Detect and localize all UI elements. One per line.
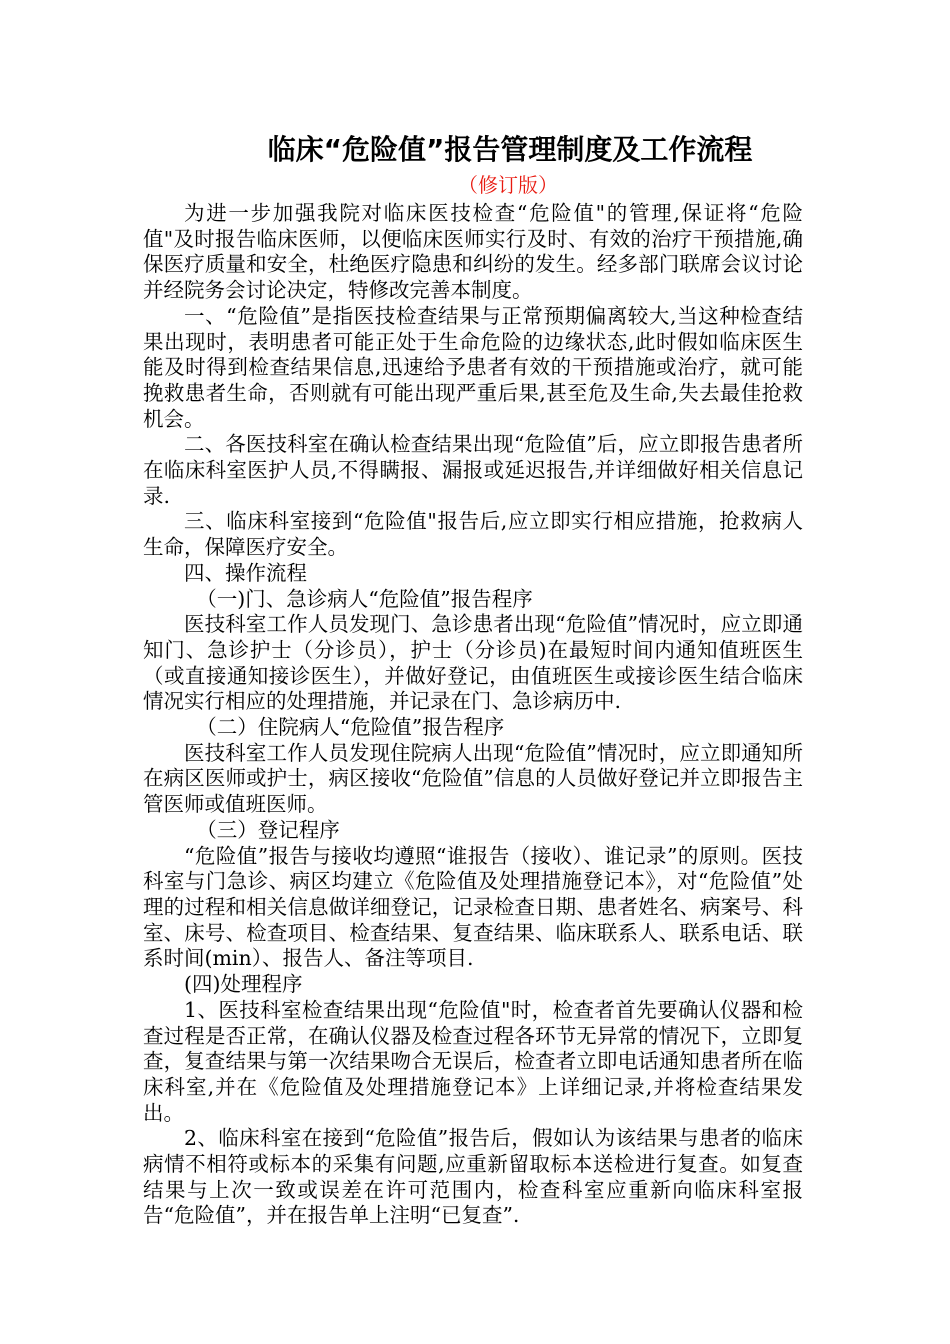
document-body [143, 201, 803, 1229]
heading-section-4: 四、操作流程 [184, 560, 307, 585]
document-subtitle: （修订版） [458, 173, 558, 197]
heading-inpatient-procedure: （二）住院病人“危险值”报告程序 [196, 715, 505, 740]
paragraph-inpatient-procedure: 医技科室工作人员发现住院病人出现“危险值”情况时，应立即通知所在病区医师或护士，病区接收“危险值”信息的人员做好登记并立即报告主管医师或值班医师。 [143, 740, 803, 817]
heading-registration-procedure: （三）登记程序 [196, 817, 340, 842]
heading-handling-procedure: (四)处理程序 [184, 972, 303, 997]
paragraph-handling-step-2: 2、临床科室在接到“危险值”报告后，假如认为该结果与患者的临床病情不相符或标本的采集有问题,应重新留取标本送检进行复查。如复查结果与上次一致或误差在许可范围内，检查科室应重新向临床科室报告“危险值”，并在报告单上注明“已复查”. [143, 1126, 803, 1228]
paragraph-section-3: 三、临床科室接到“危险值"报告后,应立即实行相应措施，抢救病人生命，保障医疗安全。 [143, 509, 803, 560]
heading-outpatient-procedure: （一)门、急诊病人“危险值”报告程序 [196, 586, 533, 611]
paragraph-section-2: 二、各医技科室在确认检查结果出现“危险值”后，应立即报告患者所在临床科室医护人员,不得瞒报、漏报或延迟报告,并详细做好相关信息记录. [143, 432, 803, 508]
paragraph-intro: 为进一步加强我院对临床医技检查“危险值"的管理,保证将“危险值"及时报告临床医师，以便临床医师实行及时、有效的治疗干预措施,确保医疗质量和安全，杜绝医疗隐患和纠纷的发生。经多部门联席会议讨论并经院务会讨论决定，特修改完善本制度。 [143, 201, 803, 303]
paragraph-handling-step-1: 1、医技科室检查结果出现“危险值"时，检查者首先要确认仪器和检查过程是否正常，在确认仪器及检查过程各环节无异常的情况下，立即复查，复查结果与第一次结果吻合无误后，检查者立即电话通知患者所在临床科室,并在《危险值及处理措施登记本》上详细记录,并将检查结果发出。 [143, 997, 803, 1125]
document-title: 临床“危险值”报告管理制度及工作流程 [267, 133, 753, 166]
paragraph-section-1: 一、“危险值”是指医技检查结果与正常预期偏离较大,当这种检查结果出现时，表明患者可能正处于生命危险的边缘状态,此时假如临床医生能及时得到检查结果信息,迅速给予患者有效的干预措施或治疗，就可能挽救患者生命，否则就有可能出现严重后果,甚至危及生命,失去最佳抢救机会。 [143, 303, 803, 431]
paragraph-outpatient-procedure: 医技科室工作人员发现门、急诊患者出现“危险值”情况时，应立即通知门、急诊护士（分诊员），护士（分诊员)在最短时间内通知值班医生（或直接通知接诊医生），并做好登记，由值班医生或接诊医生结合临床情况实行相应的处理措施，并记录在门、急诊病历中. [143, 612, 803, 714]
paragraph-registration-procedure: “危险值”报告与接收均遵照“谁报告（接收）、谁记录”的原则。医技科室与门急诊、病区均建立《危险值及处理措施登记本》，对“危险值”处理的过程和相关信息做详细登记，记录检查日期、患者姓名、病案号、科室、床号、检查项目、检查结果、复查结果、临床联系人、联系电话、联系时间(min）、报告人、备注等项目. [143, 843, 803, 971]
